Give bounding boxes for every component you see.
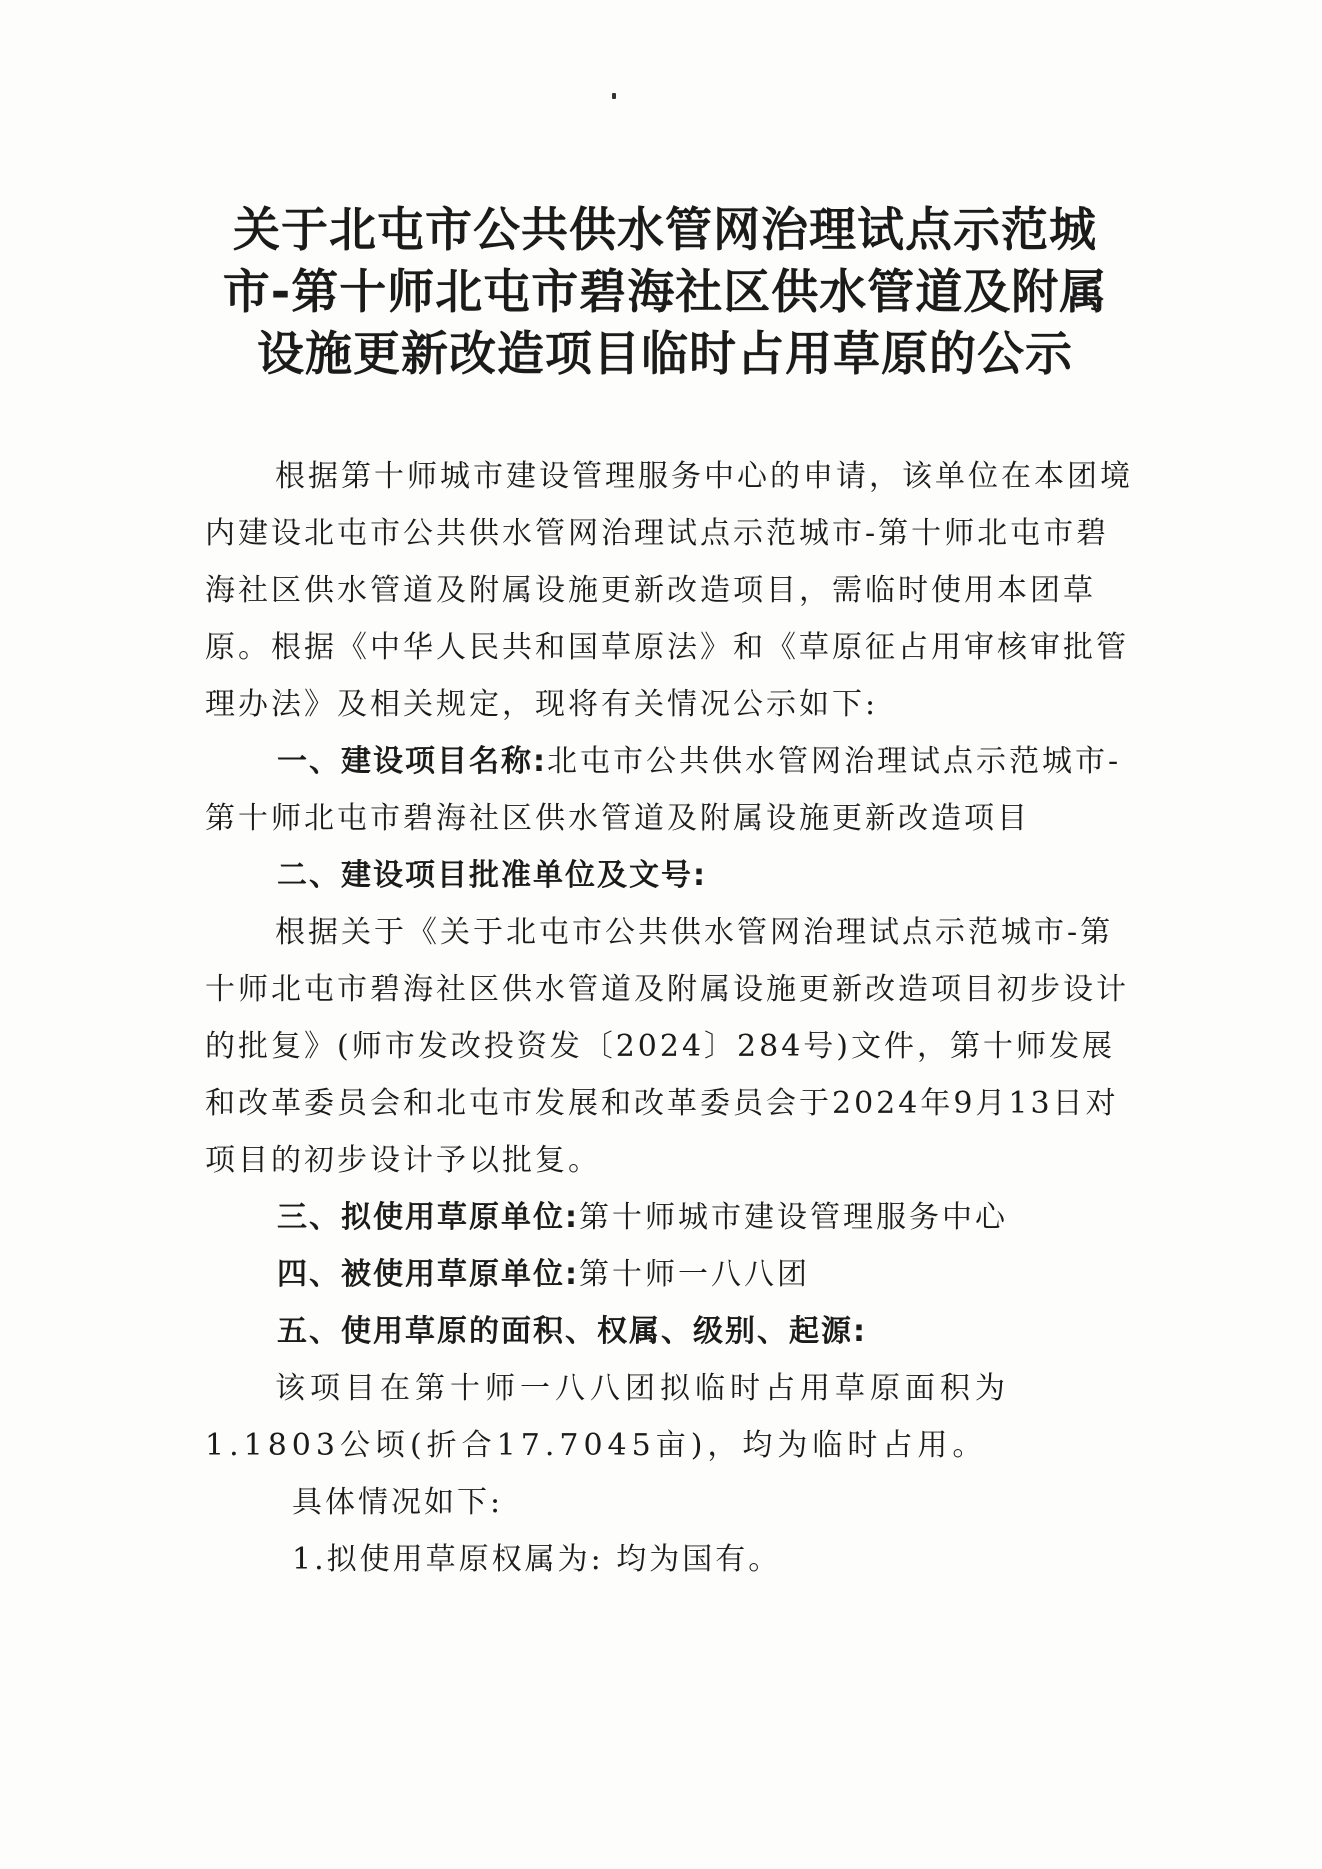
section-3-text: 第十师城市建设管理服务中心 [579,1200,1008,1235]
intro-paragraph: 根据第十师城市建设管理服务中心的申请，该单位在本团境内建设北屯市公共供水管网治理试点示范城市-第十师北屯市碧海社区供水管道及附属设施更新改造项目，需临时使用本团草原。根据《中华人民共和国草原法》和《草原征占用审核审批管理办法》及相关规定，现将有关情况公示如下: [205,459,1133,722]
section-5-text: 该项目在第十师一八八团拟临时占用草原面积为1.1803公顷(折合17.7045亩)，均为临时占用。 [205,1371,1010,1463]
section-1-text: 北屯市公共供水管网治理试点示范城市-第十师北屯市碧海社区供水管道及附属设施更新改造项目 [205,744,1122,836]
detail-item-1: 1.拟使用草原权属为: 均为国有。 [292,1542,782,1577]
section-3-heading: 三、拟使用草原单位: [277,1200,579,1235]
section-2-heading-row [205,847,1135,904]
section-4 [205,1246,1135,1303]
section-4-text: 第十师一八八团 [579,1257,810,1292]
section-1-heading: 一、建设项目名称: [277,744,547,779]
section-2-text: 根据关于《关于北屯市公共供水管网治理试点示范城市-第十师北屯市碧海社区供水管道及附属设施更新改造项目初步设计的批复》(师市发改投资发〔2024〕284号)文件，第十师发展和改革委员会和北屯市发展和改革委员会于2024年9月13日对项目的初步设计予以批复。 [205,915,1129,1178]
title-line-2: 市-第十师北屯市碧海社区供水管道及附属 [222,265,1108,320]
section-1 [205,733,1135,847]
scan-speck [612,93,616,99]
title-line-3: 设施更新改造项目临时占用草原的公示 [257,327,1073,382]
details-intro: 具体情况如下: [292,1485,504,1520]
section-5-heading-row [205,1303,1135,1360]
section-2-heading: 二、建设项目批准单位及文号: [277,858,707,893]
section-3 [205,1189,1135,1246]
section-5-heading: 五、使用草原的面积、权属、级别、起源: [277,1314,867,1349]
notice-body [205,448,1135,1588]
title-line-1: 关于北屯市公共供水管网治理试点示范城 [233,203,1097,258]
section-4-heading: 四、被使用草原单位: [277,1257,579,1292]
notice-title [170,200,1160,386]
